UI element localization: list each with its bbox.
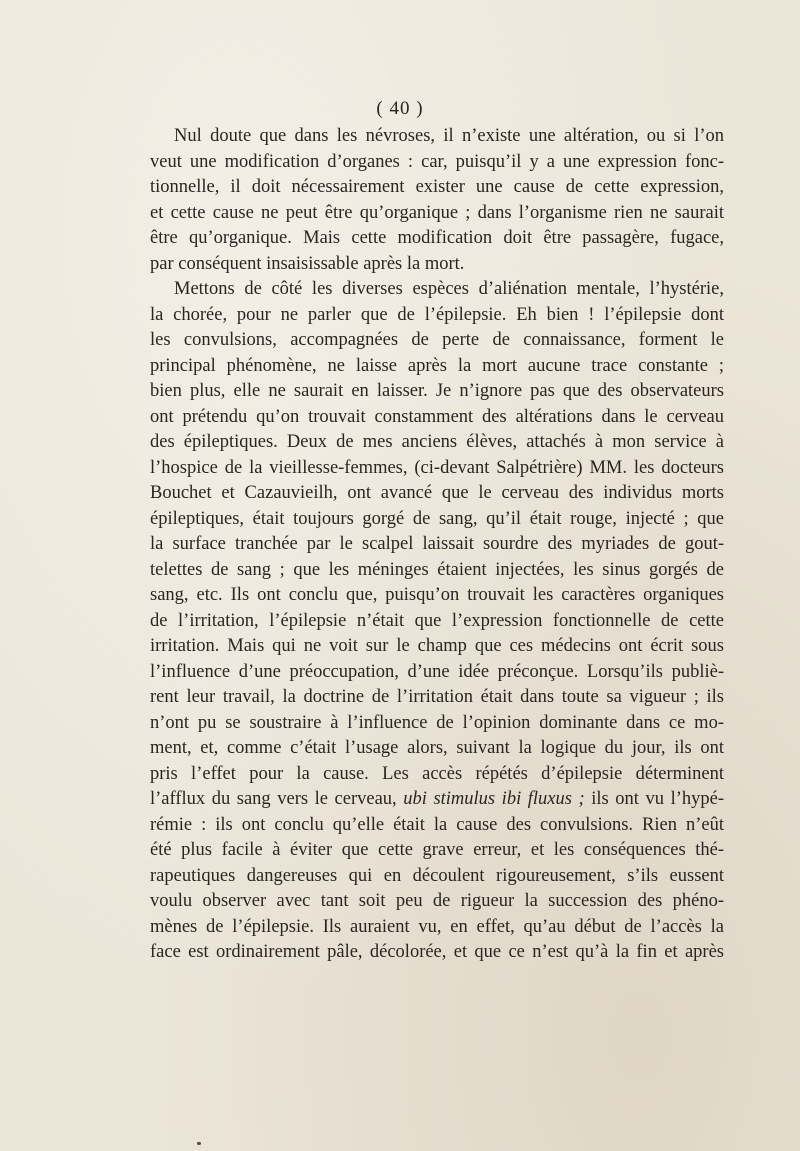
text-line: Nul doute que dans les névroses, il n’existe une altération, ou si l’on	[174, 126, 724, 146]
text-line: face est ordinairement pâle, décolorée, et que ce n’est qu’à la fin et après	[150, 942, 724, 962]
text-line: rent leur travail, la doctrine de l’irritation était dans toute sa vigueur ; ils	[150, 687, 724, 707]
text-line: rémie : ils ont conclu qu’elle était la cause des convulsions. Rien n’eût	[150, 814, 724, 835]
ink-speck	[197, 1142, 201, 1145]
text-line: ment, et, comme c’était l’usage alors, suivant la logique du jour, ils ont	[150, 738, 724, 758]
text-line: sang, etc. Ils ont conclu que, puisqu’on trouvait les caractères organiques	[150, 585, 724, 605]
latin-phrase: ubi stimulus ibi fluxus ;	[403, 789, 585, 809]
text-segment: ils ont vu l’hypé-	[584, 789, 724, 809]
text-line: principal phénomène, ne laisse après la mort aucune trace constante ;	[150, 355, 724, 376]
text-line: les convulsions, accompagnées de perte de connaissance, forment le	[150, 330, 724, 350]
text-segment: l’afflux du sang vers le cerveau,	[150, 789, 404, 809]
body-text	[150, 124, 724, 966]
page-number: ( 40 )	[376, 98, 424, 119]
text-line: rapeutiques dangereuses qui en découlent rigoureusement, s’ils eussent	[150, 865, 724, 886]
text-line: épileptiques, était toujours gorgé de sang, qu’il était rouge, injecté ; que	[150, 508, 724, 529]
text-line: irritation. Mais qui ne voit sur le champ que ces médecins ont écrit sous	[150, 636, 724, 656]
text-line: mènes de l’épilepsie. Ils auraient vu, en effet, qu’au début de l’accès la	[150, 916, 724, 937]
text-line: veut une modification d’organes : car, puisqu’il y a une expression fonc-	[150, 151, 724, 172]
text-line: des épileptiques. Deux de mes anciens élèves, attachés à mon service à	[150, 432, 724, 452]
text-line: l’hospice de la vieillesse-femmes, (ci-devant Salpétrière) MM. les docteurs	[150, 457, 724, 478]
text-line: tionnelle, il doit nécessairement exister une cause de cette expression,	[150, 177, 724, 197]
text-line: l’influence d’une préoccupation, d’une idée préconçue. Lorsqu’ils publiè-	[150, 661, 724, 682]
text-line: être qu’organique. Mais cette modification doit être passagère, fugace,	[150, 228, 724, 248]
text-line: la chorée, pour ne parler que de l’épilepsie. Eh bien ! l’épilepsie dont	[150, 304, 724, 325]
text-line: par conséquent insaisissable après la mort.	[150, 253, 465, 274]
text-line: voulu observer avec tant soit peu de rigueur la succession des phéno-	[150, 891, 724, 911]
text-line: bien plus, elle ne saurait en laisser. Je n’ignore pas que des observateurs	[150, 381, 724, 401]
text-line	[150, 787, 724, 813]
text-line: telettes de sang ; que les méninges étaient injectées, les sinus gorgés de	[150, 559, 724, 580]
text-line: Bouchet et Cazauvieilh, ont avancé que le cerveau des individus morts	[150, 483, 724, 503]
text-line: la surface tranchée par le scalpel laissait sourdre des myriades de gout-	[150, 534, 724, 554]
text-line: et cette cause ne peut être qu’organique ; dans l’organisme rien ne saurait	[150, 202, 724, 223]
text-line: de l’irritation, l’épilepsie n’était que l’expression fonctionnelle de cette	[150, 610, 724, 631]
text-line: pris l’effet pour la cause. Les accès répétés d’épilepsie déterminent	[150, 763, 724, 784]
text-line: Mettons de côté les diverses espèces d’aliénation mentale, l’hystérie,	[174, 279, 724, 299]
text-line: été plus facile à éviter que cette grave erreur, et les conséquences thé-	[150, 840, 724, 860]
text-line: ont prétendu qu’on trouvait constamment des altérations dans le cerveau	[150, 406, 724, 427]
text-line: n’ont pu se soustraire à l’influence de l’opinion dominante dans ce mo-	[150, 712, 724, 733]
